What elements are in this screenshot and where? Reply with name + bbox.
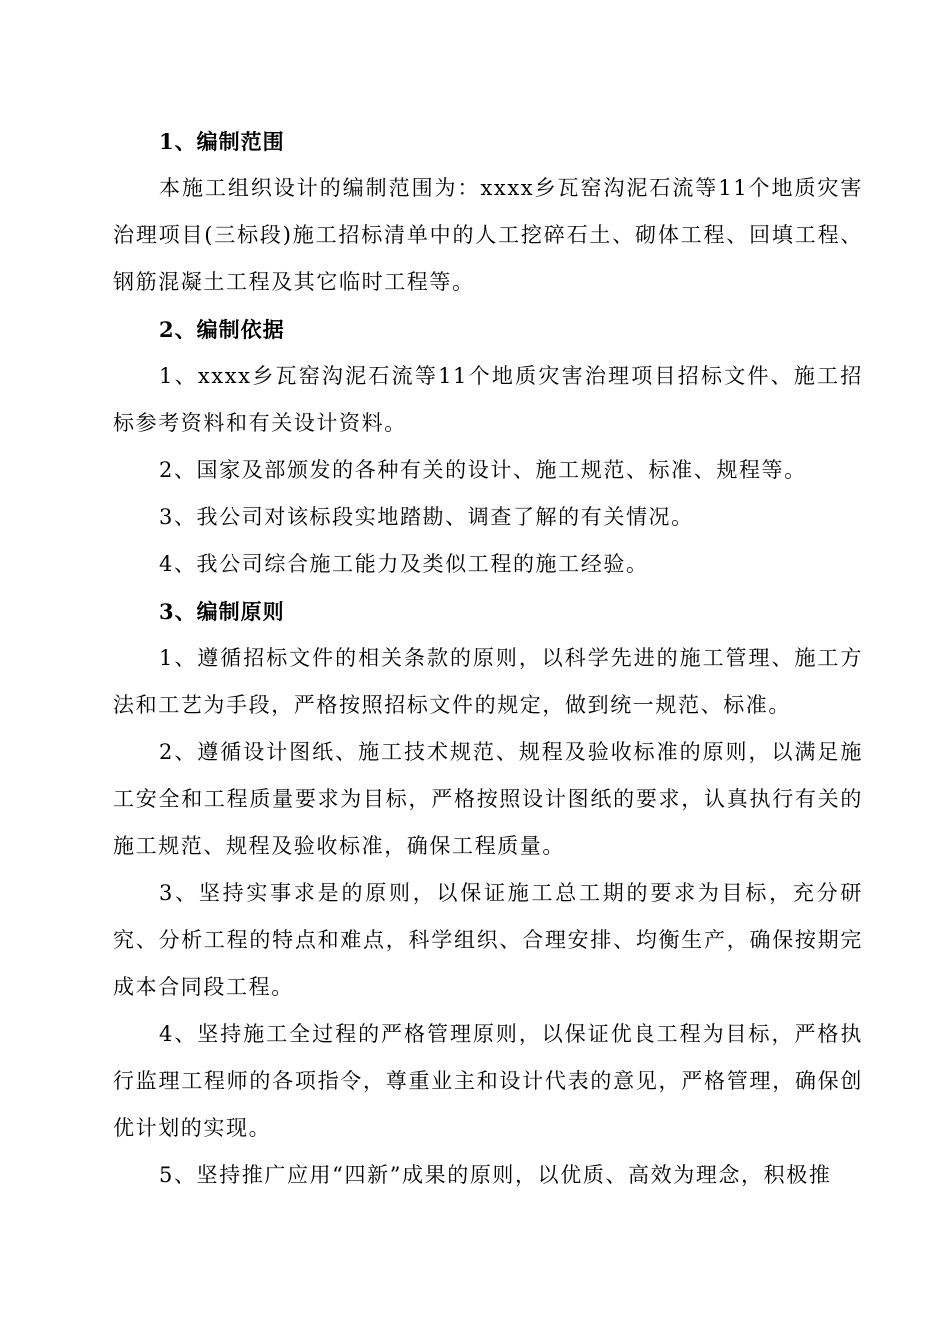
paragraph-scope: 本施工组织设计的编制范围为：xxxx乡瓦窑沟泥石流等11个地质灾害治理项目(三标段)施工招标清单中的人工挖碎石土、砌体工程、回填工程、钢筋混凝土工程及其它临时工程等。 <box>113 176 863 294</box>
paragraph-principle-5: 5、坚持推广应用“四新”成果的原则，以优质、高效为理念，积极推 <box>159 1163 832 1187</box>
document-body <box>113 118 863 1199</box>
section-heading-scope: 1、编制范围 <box>159 129 285 154</box>
paragraph-basis-2: 2、国家及部颁发的各种有关的设计、施工规范、标准、规程等。 <box>159 458 807 482</box>
paragraph-principle-2: 2、遵循设计图纸、施工技术规范、规程及验收标准的原则，以满足施工安全和工程质量要求为目标，严格按照设计图纸的要求，认真执行有关的施工规范、规程及验收标准，确保工程质量。 <box>113 740 863 858</box>
paragraph-basis-1: 1、xxxx乡瓦窑沟泥石流等11个地质灾害治理项目招标文件、施工招标参考资料和有关设计资料。 <box>113 364 863 435</box>
paragraph-principle-3: 3、坚持实事求是的原则，以保证施工总工期的要求为目标，充分研究、分析工程的特点和难点，科学组织、合理安排、均衡生产，确保按期完成本合同段工程。 <box>113 881 863 999</box>
paragraph-basis-4: 4、我公司综合施工能力及类似工程的施工经验。 <box>159 552 649 576</box>
paragraph-principle-1: 1、遵循招标文件的相关条款的原则，以科学先进的施工管理、施工方法和工艺为手段，严格按照招标文件的规定，做到统一规范、标准。 <box>113 646 863 717</box>
section-heading-basis: 2、编制依据 <box>159 317 285 342</box>
section-heading-principles: 3、编制原则 <box>159 599 285 624</box>
paragraph-basis-3: 3、我公司对该标段实地踏勘、调查了解的有关情况。 <box>159 505 694 529</box>
paragraph-principle-4: 4、坚持施工全过程的严格管理原则，以保证优良工程为目标，严格执行监理工程师的各项指令，尊重业主和设计代表的意见，严格管理，确保创优计划的实现。 <box>113 1022 863 1140</box>
